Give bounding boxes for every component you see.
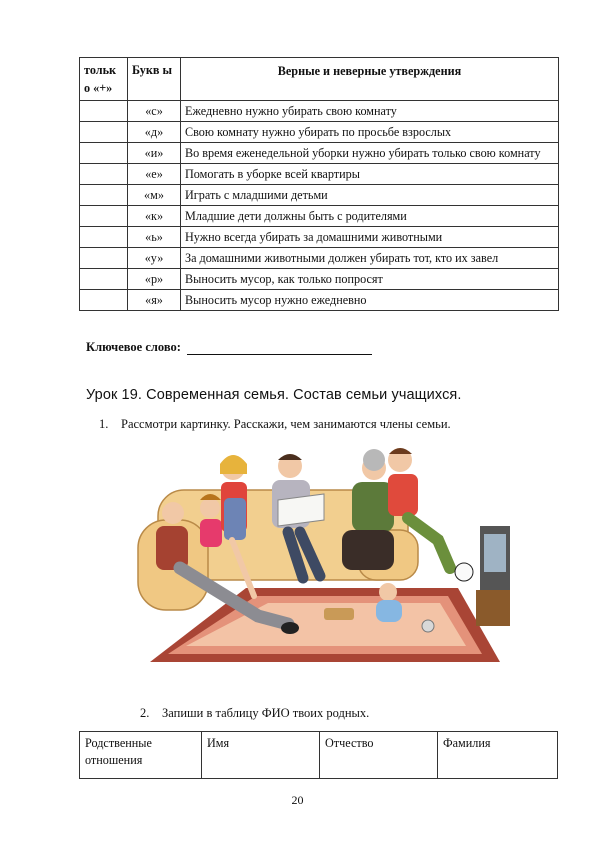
statement-cell: Ежедневно нужно убирать свою комнату: [181, 101, 559, 122]
header-letters: Букв ы: [128, 58, 181, 101]
statement-cell: Играть с младшими детьми: [181, 185, 559, 206]
lesson-title: Урок 19. Современная семья. Состав семьи учащихся.: [86, 387, 462, 403]
plus-cell[interactable]: [80, 143, 128, 164]
table-row: [80, 122, 559, 143]
statement-cell: Выносить мусор, как только попросят: [181, 269, 559, 290]
header-name: Имя: [202, 732, 320, 779]
header-statements: Верные и неверные утверждения: [181, 58, 559, 101]
keyword-label: Ключевое слово:: [86, 340, 181, 354]
statement-cell: Выносить мусор нужно ежедневно: [181, 290, 559, 311]
task-1-text: Рассмотри картинку. Расскажи, чем занимаются члены семьи.: [121, 417, 451, 431]
letter-cell: «ь»: [128, 227, 181, 248]
header-relation: Родственные отношения: [80, 732, 202, 779]
plus-cell[interactable]: [80, 206, 128, 227]
task-2-text: Запиши в таблицу ФИО твоих родных.: [162, 706, 370, 720]
task-1: [99, 417, 451, 432]
toys: [324, 608, 354, 620]
letter-cell: «я»: [128, 290, 181, 311]
plus-cell[interactable]: [80, 185, 128, 206]
keyword-answer-blank[interactable]: [187, 342, 372, 355]
statement-cell: Помогать в уборке всей квартиры: [181, 164, 559, 185]
table-row: [80, 164, 559, 185]
letter-cell: «у»: [128, 248, 181, 269]
plus-cell[interactable]: [80, 290, 128, 311]
plus-cell[interactable]: [80, 164, 128, 185]
statements-table: [79, 57, 559, 311]
letter-cell: «д»: [128, 122, 181, 143]
baby: [379, 583, 397, 601]
girl: [200, 498, 220, 518]
letter-cell: «и»: [128, 143, 181, 164]
task-1-number: 1.: [99, 417, 109, 431]
table-row: [80, 227, 559, 248]
ball: [455, 563, 473, 581]
statement-cell: Младшие дети должны быть с родителями: [181, 206, 559, 227]
task-2-number: 2.: [140, 706, 150, 720]
table-row: [80, 206, 559, 227]
letter-cell: «е»: [128, 164, 181, 185]
header-only-plus: тольк о «+»: [80, 58, 128, 101]
header-patronymic: Отчество: [320, 732, 438, 779]
family-header-row: [80, 732, 558, 779]
plus-cell[interactable]: [80, 122, 128, 143]
statement-cell: Во время еженедельной уборки нужно убирать только свою комнату: [181, 143, 559, 164]
plus-cell[interactable]: [80, 101, 128, 122]
table-row: [80, 101, 559, 122]
statement-cell: Свою комнату нужно убирать по просьбе взрослых: [181, 122, 559, 143]
plus-cell[interactable]: [80, 227, 128, 248]
statement-cell: Нужно всегда убирать за домашними животными: [181, 227, 559, 248]
letter-cell: «к»: [128, 206, 181, 227]
letter-cell: «м»: [128, 185, 181, 206]
family-table: [79, 731, 558, 779]
keyword-line: [86, 340, 372, 355]
family-illustration: [128, 440, 510, 668]
table-row: [80, 248, 559, 269]
statements-header-row: [80, 58, 559, 101]
page-number: 20: [291, 793, 304, 807]
plus-cell[interactable]: [80, 269, 128, 290]
newspaper: [278, 494, 324, 526]
table-row: [80, 290, 559, 311]
table-row: [80, 185, 559, 206]
table-row: [80, 143, 559, 164]
task-2: [140, 706, 369, 721]
letter-cell: «с»: [128, 101, 181, 122]
letter-cell: «р»: [128, 269, 181, 290]
statement-cell: За домашними животными должен убирать тот, кто их завел: [181, 248, 559, 269]
grandfather: [162, 502, 184, 524]
plus-cell[interactable]: [80, 248, 128, 269]
table-row: [80, 269, 559, 290]
header-surname: Фамилия: [438, 732, 558, 779]
